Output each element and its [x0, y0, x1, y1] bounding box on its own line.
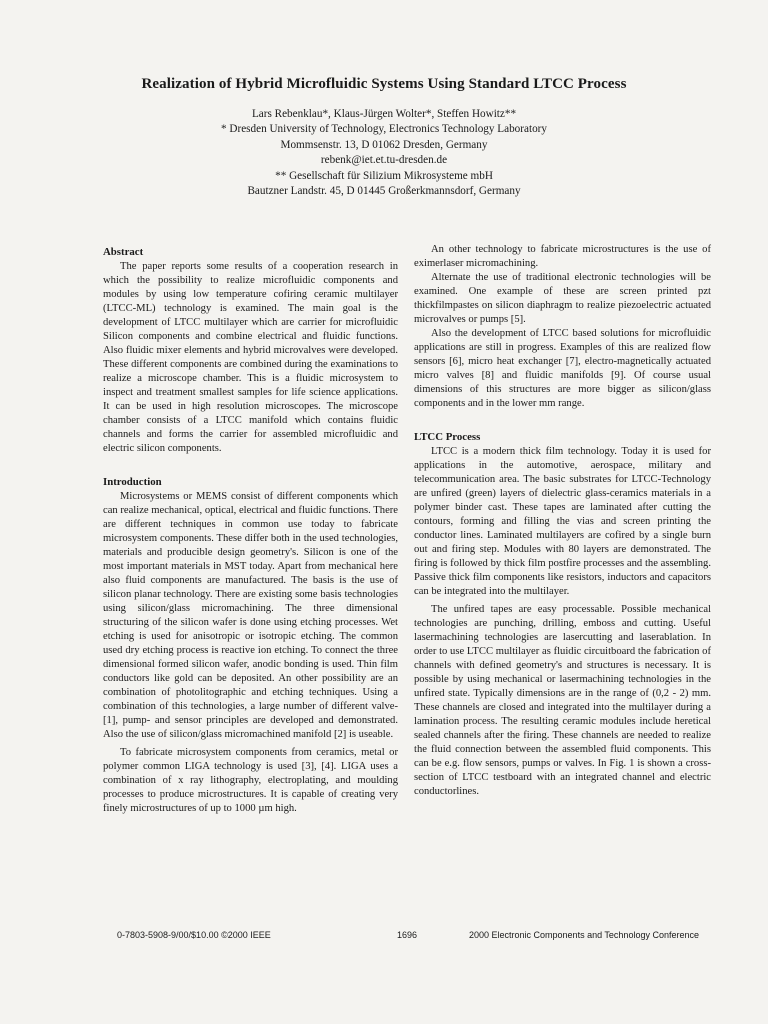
author-names: Lars Rebenklau*, Klaus-Jürgen Wolter*, Steffen Howitz** [251, 108, 517, 120]
left-column [103, 245, 398, 816]
footer-copyright: 0-7803-5908-9/00/$10.00 ©2000 IEEE [117, 930, 271, 940]
ltcc-process-heading: LTCC Process [414, 431, 481, 443]
right-paragraph-3: Also the development of LTCC based solutions for microfluidic applications are still in progress. Examples of this are realized flow sensors [6], micro heat exchanger [7], electro-magnetically actuated micro valves [8] and fluidic manifolds [9]. Of course usual dimensions of this structures are more bigger as silicon/glass components and in the lower mm range. [414, 328, 711, 409]
abstract-text: The paper reports some results of a cooperation research in which the possibility to realize microfluidic components and modules by using low temperature cofiring ceramic multilayer (LTCC-ML) technology is examined. The main goal is the development of LTCC multilayer which are carrier for microfluidic Silicon components and combine electrical and fluidic functions. Also fluidic mixer elements and hybrid microvalves were developed. These different components are combined during the examinations to realize a microscope chamber. This is a fluidic microsystem to inspect and treatment smallest samples for life science applications. It can be used in high resolution microscopes. The microscope chamber consists of a LTCC manifold which contains fluidic channels and forms the carrier for assembled microfluidic and electric silicon components. [103, 261, 398, 454]
author-block [0, 107, 768, 199]
address-1: Mommsenstr. 13, D 01062 Dresden, Germany [280, 138, 488, 151]
address-2: Bautzner Landstr. 45, D 01445 Großerkmannsdorf, Germany [247, 185, 521, 198]
abstract-heading: Abstract [103, 246, 144, 258]
ltcc-paragraph-2: The unfired tapes are easy processable. Possible mechanical technologies are punching, drilling, emboss and cutting. Useful lasermachining technologies are lasercutting and laserablation. In order to use LTCC multilayer as fluidic circuitboard the fabrication of channels with defined geometry's and structures is necessary. It is possible by using mechanical or lasermachining technologies in the unfired state. Typically dimensions are in the range of (0,2 - 2) mm. These channels are closed and integrated into the multilayer during a lamination process. The resulting ceramic modules include heretical sealed channels after the firing. These channels are needed to realize the fluid connection between the assembled fluid components. This can be e.g. flow sensors, pumps or valves. In Fig. 1 is shown a cross-section of LTCC testboard with an integrated channel and electric conductorlines. [414, 604, 711, 797]
footer-page-number: 1696 [397, 930, 418, 940]
footer-conference: 2000 Electronic Components and Technology Conference [469, 930, 699, 940]
introduction-paragraph-1: Microsystems or MEMS consist of different components which can realize mechanical, optical, electrical and fluidic functions. There are different techniques in common use today to fabricate microsystem components. These differ both in the used technologies, materials and producible design geometry's. Silicon is one of the most important materials in MST today. Apart from mechanical here also fluid components are manufactured. The basis is the use of silicon planar technology. There are existing some basis technologies using silicon/glass micromachining. The three dimensional structuring of the silicon wafer is done using etching processes. Wet etching is used for anisotropic or isotropic etching. The common used dry etching process is reactive ion etching. To connect the three dimensional formed silicon wafer, anodic bonding is used. Thin film conductors like gold can be deposited. An other possibility are an combination of photolitographic and etching techniques. Using a combination of this technologies, a large number of different valve-[1], pump- and sensor principles are developed and demonstrated. Also the use of silicon/glass micromachined manifold [2] is useable. [103, 491, 398, 740]
right-column [414, 243, 711, 799]
affiliation-2: ** Gesellschaft für Silizium Mikrosysteme mbH [275, 169, 493, 182]
affiliation-1: * Dresden University of Technology, Electronics Technology Laboratory [221, 123, 547, 136]
ltcc-paragraph-1: LTCC is a modern thick film technology. Today it is used for applications in the automotive, aerospace, military and telecommunication area. The basic substrates for LTCC-Technology are unfired (green) layers of dielectric glass-ceramics materials in a polymer binder cast. These tapes are laminated after cutting the contours, forming and filling the vias and screen printing the conductor lines. Laminated multilayers are cofired by a single burn out and firing step. Modules with 80 layers are demonstrated. The firing is followed by thick film postfire processes and the assembling. Passive thick film components like resistors, inductors and capacitors can be integrated into the multilayer. [414, 446, 711, 597]
author-email: rebenk@iet.et.tu-dresden.de [320, 154, 448, 167]
introduction-heading: Introduction [103, 476, 162, 488]
paper-title: Realization of Hybrid Microfluidic Systems Using Standard LTCC Process [141, 76, 627, 92]
introduction-paragraph-2: To fabricate microsystem components from ceramics, metal or polymer common LIGA technology is used [3], [4]. LIGA uses a combination of x ray lithography, electroplating, and moulding processes to produce microstructures. It is capable of creating very finely microstructures of up to 1000 µm high. [103, 747, 398, 814]
right-paragraph-1: An other technology to fabricate microstructures is the use of eximerlaser micromachining. [414, 244, 711, 269]
right-paragraph-2: Alternate the use of traditional electronic technologies will be examined. One example of these are screen printed pzt thickfilmpastes on silicon diaphragm to realize piezoelectric actuated microvalves or pumps [5]. [414, 272, 711, 325]
